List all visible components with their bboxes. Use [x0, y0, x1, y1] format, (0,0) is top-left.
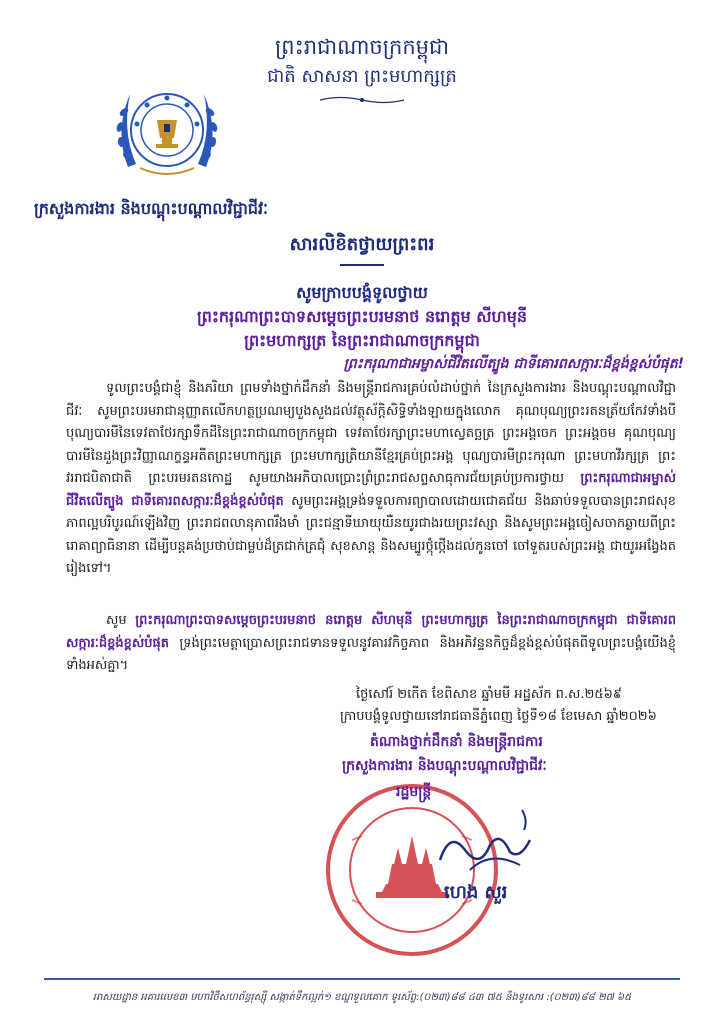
signatory-line-1: តំណាងថ្នាក់ដឹកនាំ និងមន្ត្រីរាជការ	[370, 734, 543, 750]
p2-text-b: ទ្រង់ព្រះមេត្តាប្រោសព្រះរាជទានទទួលនូវគារវកិច្ចភាព និងអភិវន្ទនកិច្ចដ៏ខ្ពង់ខ្ពស់បំផុតពីទូលព្រះបង្គំយើងខ្ញុំទាំងអស់គ្នា។	[66, 635, 676, 673]
p2-highlight: ព្រះករុណាព្រះបាទសម្តេចព្រះបរមនាថ នរោត្តម សីហមុនី ព្រះមហាក្សត្រ នៃព្រះរាជាណាចក្រកម្ពុជា ជាទីគោរពសក្ការៈដ៏ខ្ពង់ខ្ពស់បំផុត	[66, 613, 676, 651]
document-title: សារលិខិតថ្វាយព្រះពរ	[289, 234, 435, 255]
body-paragraph-2	[66, 610, 676, 678]
address-line-1: សូមក្រាបបង្គំទូលថ្វាយ	[296, 283, 428, 302]
signatory-line-2: ក្រសួងការងារ និងបណ្តុះបណ្តាលវិជ្ជាជីវៈ	[342, 758, 547, 774]
address-line-2: ព្រះករុណាព្រះបាទសម្តេចព្រះបរមនាថ នរោត្តម សីហមុនី	[196, 307, 528, 326]
wish-line: ព្រះករុណាជាអម្ចាស់ជីវិតលើត្បូង ជាទីគោរពសក្ការៈដ៏ខ្ពង់ខ្ពស់បំផុត!	[343, 356, 684, 372]
ministry-name: ក្រសួងការងារ និងបណ្តុះបណ្តាលវិជ្ជាជីវៈ	[34, 199, 268, 218]
p1-text-b: សូមព្រះអង្គទ្រង់ទទួលការព្យាបាលដោយជោគជ័យ និងឆាប់ទទួលបានព្រះរាជសុខភាពល្អបរិបូរណ៍ឡើងវិញ ព្រះរាជពលានុភាពរឹងមាំ ព្រះជន្មាទីឃាយុយឺនយូរជាងរយព្រះវស្សា និងសូមព្រះអង្គចៀសចាកឆ្ងាយពីព្រះរោគាព្យាធិនានា ដើម្បីបន្តគង់ប្រថាប់ជាម្លប់ដ៏ត្រជាក់ត្រជុំ សុខសាន្ត និងសម្បូរថ្កុំថ្កើងដល់កូនចៅ ចៅទួតរបស់ព្រះអង្គ ជាយូរអង្វែងតរៀងទៅ។	[66, 493, 676, 576]
signatory-name: ហេង សួរ	[444, 882, 508, 903]
address-line-3: ព្រះមហាក្សត្រ នៃព្រះរាជាណាចក្រកម្ពុជា	[244, 331, 480, 350]
p1-text-a: ទូលព្រះបង្គំជាខ្ញុំ និងភរិយា ព្រមទាំងថ្នាក់ដឹកនាំ និងមន្ត្រីរាជការគ្រប់លំដាប់ថ្នាក់ នៃក្រសួងការងារ និងបណ្តុះបណ្តាលវិជ្ជាជីវៈ សូមព្រះបរមរាជានុញ្ញាតលើកហត្ថប្រណម្យបួងសួងដល់វត្ថុស័ក្តិសិទ្ធិទាំងឡាយក្នុងលោក គុណបុណ្យព្រះរតនត្រ័យកែវទាំងបី បុណ្យបារមីនៃទេវតាថែរក្សាទឹកដីនៃព្រះរាជាណាចក្រកម្ពុជា ទេវតាថែរក្សាព្រះមហាស្វេតច្ឆត្រ ព្រះអង្គចេក ព្រះអង្គចម គុណបុណ្យបារមីនៃដួងព្រះវិញ្ញាណក្ខន្ធអតីតព្រះមហាក្សត្រ ព្រះមហាក្សត្រិយានីខ្មែរគ្រប់ព្រះអង្គ បុណ្យបារមីព្រះករុណា ព្រះមហាវីរក្សត្រ ព្រះវររាជបិតាជាតិ ព្រះបរមរតនកោដ្ឋ សូមយាងអភិបាលប្រោះព្រំព្រះរាជសព្ទសាធុការជ័យគ្រប់ប្រការថ្វាយ	[66, 381, 676, 486]
ministry-emblem-icon	[108, 72, 226, 190]
handwritten-signature-icon	[410, 790, 560, 890]
lunar-date: ថ្ងៃសៅរ៍ ២កើត ខែពិសាខ ឆ្នាំមមី អដ្ឋស័ក ព.ស.២៥៦៩	[356, 687, 623, 702]
national-motto: ជាតិ សាសនា ព្រះមហាក្សត្រ	[267, 66, 457, 87]
signatory-role: រដ្ឋមន្ត្រី	[396, 784, 432, 800]
footer-rule	[44, 978, 680, 980]
kingdom-title: ព្រះរាជាណាចក្រកម្ពុជា	[274, 35, 449, 59]
p2-text-a: សូម	[106, 613, 136, 628]
solar-date: ក្រាបបង្គំទូលថ្វាយនៅរាជធានីភ្នំពេញ ថ្ងៃទី១៨ ខែមេសា ឆ្នាំ២០២៦	[340, 709, 657, 724]
body-paragraph-1	[66, 378, 676, 581]
p1-highlight: ព្រះករុណាជាអម្ចាស់ជីវិតលើត្បូង ជាទីគោរពសក្ការៈដ៏ខ្ពង់ខ្ពស់បំផុត	[66, 471, 676, 509]
title-divider	[340, 264, 384, 266]
footer-address: អាសយដ្ឋាន អគារលេខ៣ មហាវិថីសហព័ន្ធរុស្ស៊ី សង្កាត់ទឹកល្អក់១ ខណ្ឌទួលគោក ទូរស័ព្ទ:(០២៣)៨៨ ៤៣ ៧៥ និងទូរសារ :(០២៣)៨៨ ២៧ ៦៥	[92, 992, 632, 1003]
header-ornament-icon	[320, 95, 404, 105]
